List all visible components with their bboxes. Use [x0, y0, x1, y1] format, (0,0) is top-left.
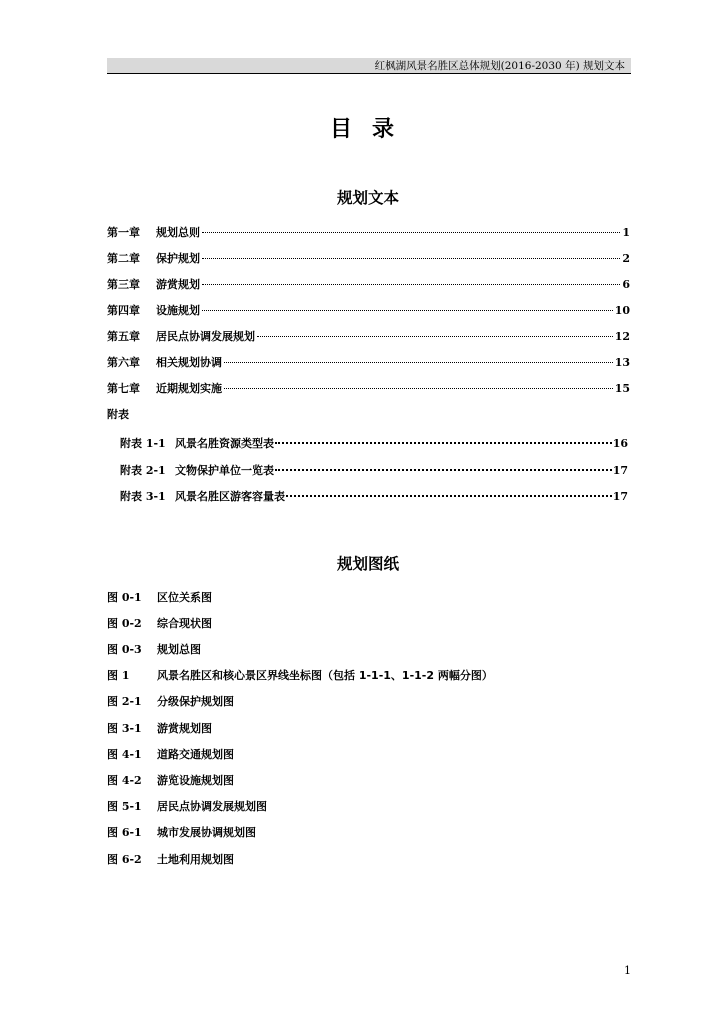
section-heading-drawings: 规划图纸 [336, 555, 399, 573]
toc-title: 设施规划 [156, 304, 200, 317]
toc-page: 6 [622, 278, 630, 291]
appendix-leader [286, 483, 612, 497]
toc-page: 1 [622, 226, 630, 239]
figure-entry[interactable] [107, 589, 212, 607]
toc-entry[interactable] [107, 353, 630, 371]
toc-page: 13 [614, 356, 630, 369]
figure-number: 图 0-2 [107, 617, 142, 630]
appendix-page: 16 [612, 437, 628, 450]
toc-chapter: 第六章 [107, 356, 140, 369]
toc-title: 居民点协调发展规划 [156, 330, 255, 343]
appendix-entry[interactable] [120, 433, 628, 451]
toc-chapter: 第五章 [107, 330, 140, 343]
toc-title: 相关规划协调 [156, 356, 222, 369]
toc-chapter: 第四章 [107, 304, 140, 317]
figure-entry[interactable] [107, 746, 234, 764]
toc-leader [202, 298, 613, 311]
figure-title: 道路交通规划图 [157, 748, 234, 761]
toc-chapter: 第二章 [107, 252, 140, 265]
toc-title: 近期规划实施 [156, 382, 222, 395]
appendix-title: 文物保护单位一览表 [175, 464, 274, 477]
toc-title: 规划总则 [156, 226, 200, 239]
running-header [107, 58, 631, 74]
toc-chapter: 第一章 [107, 226, 140, 239]
toc-page: 12 [614, 330, 630, 343]
toc-leader [202, 246, 620, 259]
appendix-entry[interactable] [120, 486, 628, 504]
figure-entry[interactable] [107, 824, 256, 842]
toc-leader [224, 350, 613, 363]
figure-title: 土地利用规划图 [157, 853, 234, 866]
figure-number: 图 0-3 [107, 643, 142, 656]
figure-number: 图 0-1 [107, 591, 142, 604]
toc-leader [224, 376, 613, 389]
running-title: 红枫湖风景名胜区总体规划(2016-2030 年) 规划文本 [374, 60, 625, 72]
figure-title: 分级保护规划图 [157, 695, 234, 708]
toc-leader [202, 220, 620, 233]
appendix-leader [275, 457, 612, 471]
figure-number: 图 2-1 [107, 695, 142, 708]
figure-title: 游赏规划图 [157, 722, 212, 735]
toc-title: 游赏规划 [156, 278, 200, 291]
figure-number: 图 4-1 [107, 748, 142, 761]
figure-number: 图 6-1 [107, 826, 142, 839]
toc-page: 10 [614, 304, 630, 317]
figure-entry[interactable] [107, 615, 212, 633]
toc-chapter: 第三章 [107, 278, 140, 291]
toc-entry[interactable] [107, 327, 630, 345]
section-heading-text: 规划文本 [336, 189, 399, 207]
page-title: 目录 [329, 117, 414, 142]
appendix-leader [275, 430, 612, 444]
figure-title: 城市发展协调规划图 [157, 826, 256, 839]
figure-entry[interactable] [107, 851, 234, 869]
figure-entry[interactable] [107, 798, 267, 816]
figure-title: 区位关系图 [157, 591, 212, 604]
figure-title: 综合现状图 [157, 617, 212, 630]
appendix-entry[interactable] [120, 460, 628, 478]
figure-number: 图 3-1 [107, 722, 142, 735]
figure-entry[interactable] [107, 667, 493, 685]
figure-entry[interactable] [107, 720, 212, 738]
appendix-number: 附表 2-1 [120, 464, 166, 477]
toc-entry[interactable] [107, 223, 630, 241]
toc-entry[interactable] [107, 301, 630, 319]
figure-number: 图 5-1 [107, 800, 142, 813]
figure-title: 风景名胜区和核心景区界线坐标图（包括 1-1-1、1-1-2 两幅分图） [157, 669, 493, 682]
toc-page: 15 [614, 382, 630, 395]
figure-entry[interactable] [107, 693, 234, 711]
toc-leader [257, 324, 613, 337]
figure-number: 图 6-2 [107, 853, 142, 866]
appendix-number: 附表 1-1 [120, 437, 166, 450]
figure-title: 游览设施规划图 [157, 774, 234, 787]
toc-title: 保护规划 [156, 252, 200, 265]
toc-page: 2 [622, 252, 630, 265]
toc-entry[interactable] [107, 249, 630, 267]
toc-entry[interactable] [107, 379, 630, 397]
figure-title: 规划总图 [157, 643, 201, 656]
toc-entry[interactable] [107, 275, 630, 293]
figure-number: 图 1 [107, 669, 130, 682]
toc-leader [202, 272, 620, 285]
figure-number: 图 4-2 [107, 774, 142, 787]
appendix-title: 风景名胜区游客容量表 [175, 490, 285, 503]
appendix-title: 风景名胜资源类型表 [175, 437, 274, 450]
toc-chapter: 第七章 [107, 382, 140, 395]
page-number: 1 [624, 964, 631, 977]
figure-entry[interactable] [107, 772, 234, 790]
figure-title: 居民点协调发展规划图 [157, 800, 267, 813]
appendix-page: 17 [612, 490, 628, 503]
appendix-number: 附表 3-1 [120, 490, 166, 503]
figure-entry[interactable] [107, 641, 201, 659]
appendix-heading: 附表 [107, 408, 129, 421]
appendix-page: 17 [612, 464, 628, 477]
